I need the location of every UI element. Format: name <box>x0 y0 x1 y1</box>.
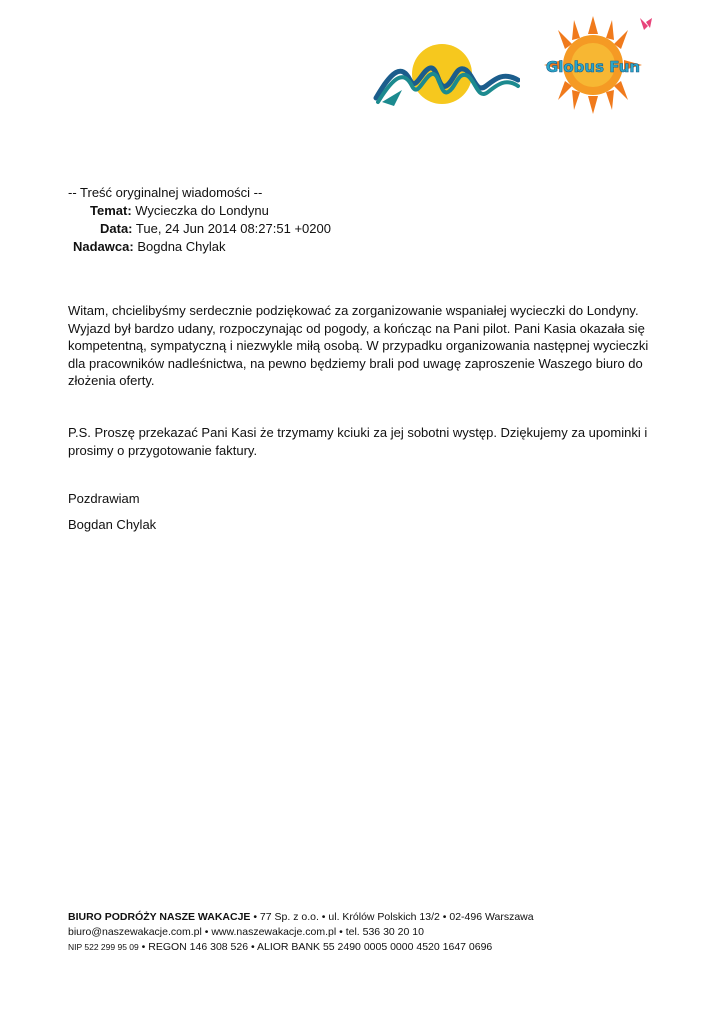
company-footer <box>68 910 534 955</box>
sun-logo-icon <box>528 16 658 114</box>
footer-line-1 <box>68 910 534 925</box>
postscript: P.S. Proszę przekazać Pani Kasi że trzymamy kciuki za jej sobotni występ. Dziękujemy za upominki i prosimy o przygotowanie faktury. <box>68 425 648 458</box>
sender-value: Bogdna Chylak <box>137 239 226 254</box>
original-message-intro: -- Treść oryginalnej wiadomości -- <box>68 185 263 200</box>
sender-row <box>68 238 331 256</box>
signature: Bogdan Chylak <box>68 517 157 532</box>
footer-address: • 77 Sp. z o.o. • ul. Królów Polskich 13/2 • 02-496 Warszawa <box>250 911 534 923</box>
wave-logo-icon <box>372 40 520 110</box>
sun-logo-text: Globus Fun <box>545 58 641 76</box>
letter-body <box>68 302 658 390</box>
sender-label: Nadawca: <box>73 239 134 254</box>
date-row <box>68 220 331 238</box>
footer-company-name: BIURO PODRÓŻY NASZE WAKACJE <box>68 911 251 923</box>
original-message-header <box>68 184 331 256</box>
closing: Pozdrawiam <box>68 491 140 506</box>
subject-value: Wycieczka do Londynu <box>135 203 269 218</box>
footer-line-2: biuro@naszewakacje.com.pl • www.naszewakacje.com.pl • tel. 536 30 20 10 <box>68 926 424 938</box>
body-paragraph: Witam, chcielibyśmy serdecznie podziękować za zorganizowanie wspaniałej wycieczki do Londyny. Wyjazd był bardzo udany, rozpoczynając od pogody, a kończąc na Pani pilot. Pani Kasia okazała się kompetentną, sympatyczną i niezwykle miłą osobą. W przypadku organizowania następnej wycieczki dla pracowników nadleśnictwa, na pewno będziemy brali pod uwagę zaproszenie Waszego biuro do złożenia oferty. <box>68 303 649 388</box>
subject-label: Temat: <box>90 203 132 218</box>
subject-row <box>68 202 331 220</box>
footer-registration: • REGON 146 308 526 • ALIOR BANK 55 2490 0005 0000 4520 1647 0696 <box>138 941 493 953</box>
footer-line-3 <box>68 940 534 955</box>
date-value: Tue, 24 Jun 2014 08:27:51 +0200 <box>135 221 331 236</box>
footer-nip: NIP 522 299 95 09 <box>68 942 139 952</box>
date-label: Data: <box>100 221 133 236</box>
